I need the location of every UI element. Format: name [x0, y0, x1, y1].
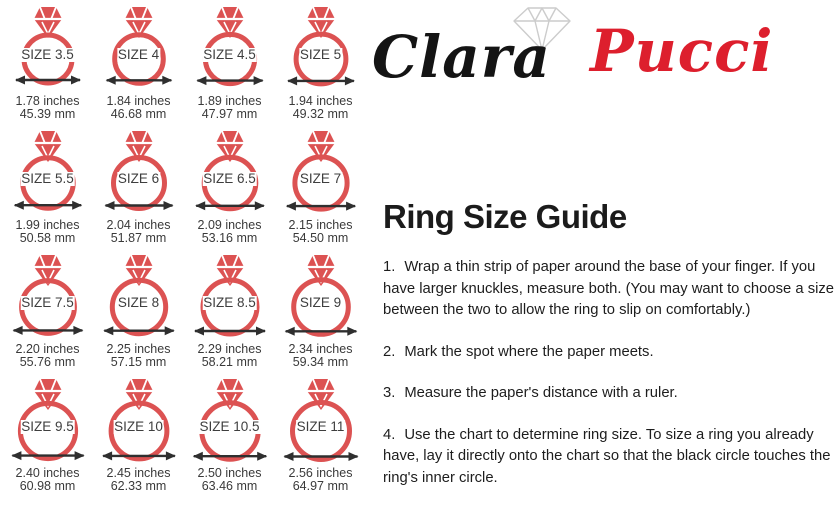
- ring-diameter-mm: 64.97 mm: [292, 478, 349, 493]
- step-number: 2.: [383, 343, 396, 360]
- ring-size-label: SIZE 8.5: [203, 295, 256, 310]
- ring-size-chart: [2, 5, 368, 501]
- ring-measurements: [289, 95, 353, 120]
- ring-illustration: [8, 5, 88, 91]
- ring-diameter-inches: 1.89 inches: [197, 94, 262, 108]
- ring-diameter-mm: 47.97 mm: [201, 106, 258, 121]
- ring-size-cell: [184, 253, 275, 377]
- ring-size-label: SIZE 5: [299, 47, 342, 62]
- ring-size-cell: [184, 129, 275, 253]
- ring-diameter-mm: 57.15 mm: [110, 354, 167, 369]
- ring-illustration: [8, 129, 88, 215]
- ring-illustration: [99, 253, 179, 339]
- ring-size-label: SIZE 6.5: [203, 171, 256, 186]
- ring-diameter-mm: 62.33 mm: [110, 478, 167, 493]
- ring-diameter-inches: 2.15 inches: [288, 218, 353, 232]
- ring-size-cell: [2, 129, 93, 253]
- ring-illustration: [190, 129, 270, 215]
- ring-diameter-mm: 50.58 mm: [19, 230, 76, 245]
- ring-size-cell: [275, 5, 366, 129]
- ring-measurements: [198, 467, 262, 492]
- ring-size-cell: [93, 253, 184, 377]
- ring-diameter-inches: 2.45 inches: [106, 466, 171, 480]
- instruction-step-2: [383, 342, 839, 364]
- ring-size-cell: [93, 129, 184, 253]
- step-number: 4.: [383, 426, 396, 443]
- ring-measurements: [198, 219, 262, 244]
- brand-name-clara: Clara: [372, 23, 551, 91]
- ring-diameter-inches: 2.25 inches: [106, 342, 171, 356]
- ring-size-label: SIZE 9.5: [21, 419, 74, 434]
- ring-measurements: [289, 219, 353, 244]
- ring-size-cell: [93, 5, 184, 129]
- ring-illustration: [281, 129, 361, 215]
- ring-measurements: [198, 95, 262, 120]
- ring-diameter-mm: 46.68 mm: [110, 106, 167, 121]
- ring-diameter-mm: 60.98 mm: [19, 478, 76, 493]
- ring-size-label: SIZE 10.5: [199, 419, 260, 434]
- ring-size-cell: [275, 253, 366, 377]
- step-number: 1.: [383, 259, 396, 275]
- ring-measurements: [289, 467, 353, 492]
- ring-size-label: SIZE 7.5: [21, 295, 74, 310]
- ring-size-label: SIZE 7: [299, 171, 342, 186]
- ring-illustration: [8, 253, 88, 339]
- step-text: Use the chart to determine ring size. To size a ring you already have, lay it directly onto the chart so that the black circle touches the ring's inner circle.: [383, 426, 831, 486]
- ring-size-label: SIZE 9: [299, 295, 342, 310]
- ring-diameter-inches: 1.78 inches: [15, 94, 80, 108]
- ring-size-cell: [184, 5, 275, 129]
- ring-illustration: [99, 129, 179, 215]
- ring-size-label: SIZE 10: [114, 419, 163, 434]
- ring-diameter-inches: 1.84 inches: [106, 94, 171, 108]
- ring-measurements: [198, 343, 262, 368]
- ring-measurements: [16, 467, 80, 492]
- ring-diameter-inches: 2.04 inches: [106, 218, 171, 232]
- ring-size-label: SIZE 6: [117, 171, 160, 186]
- ring-size-label: SIZE 5.5: [21, 171, 74, 186]
- ring-illustration: [281, 253, 361, 339]
- ring-diameter-mm: 49.32 mm: [292, 106, 349, 121]
- ring-size-cell: [93, 377, 184, 501]
- ring-size-cell: [2, 253, 93, 377]
- ring-measurements: [289, 343, 353, 368]
- ring-diameter-inches: 2.29 inches: [197, 342, 262, 356]
- ring-diameter-mm: 55.76 mm: [19, 354, 76, 369]
- ring-size-label: SIZE 11: [296, 419, 345, 434]
- ring-measurements: [16, 95, 80, 120]
- ring-measurements: [107, 467, 171, 492]
- ring-size-label: SIZE 3.5: [21, 47, 74, 62]
- ring-size-label: SIZE 8: [117, 295, 160, 310]
- ring-size-label: SIZE 4.5: [203, 47, 256, 62]
- ring-size-cell: [2, 377, 93, 501]
- ring-illustration: [8, 377, 88, 463]
- ring-measurements: [16, 343, 80, 368]
- ring-diameter-inches: 1.94 inches: [288, 94, 353, 108]
- instructions-section: [383, 197, 839, 509]
- ring-illustration: [281, 377, 361, 463]
- ring-illustration: [99, 377, 179, 463]
- instruction-step-4: [383, 425, 839, 490]
- page-title: Ring Size Guide: [383, 198, 627, 235]
- brand-logo: [372, 4, 802, 100]
- ring-diameter-inches: 2.56 inches: [288, 466, 353, 480]
- ring-diameter-mm: 63.46 mm: [201, 478, 258, 493]
- ring-illustration: [99, 5, 179, 91]
- brand-name-pucci: Pucci: [590, 17, 774, 85]
- ring-measurements: [16, 219, 80, 244]
- ring-size-cell: [275, 377, 366, 501]
- step-text: Mark the spot where the paper meets.: [404, 343, 654, 360]
- ring-size-cell: [184, 377, 275, 501]
- ring-illustration: [190, 253, 270, 339]
- ring-diameter-mm: 51.87 mm: [110, 230, 167, 245]
- ring-diameter-inches: 2.34 inches: [288, 342, 353, 356]
- step-number: 3.: [383, 385, 396, 401]
- ring-diameter-inches: 2.09 inches: [197, 218, 262, 232]
- ring-diameter-mm: 58.21 mm: [201, 354, 258, 369]
- ring-diameter-mm: 59.34 mm: [292, 354, 349, 369]
- ring-measurements: [107, 95, 171, 120]
- ring-illustration: [190, 5, 270, 91]
- ring-size-cell: [275, 129, 366, 253]
- instruction-step-1: [383, 257, 839, 322]
- ring-diameter-mm: 54.50 mm: [292, 230, 349, 245]
- ring-measurements: [107, 219, 171, 244]
- ring-illustration: [190, 377, 270, 463]
- ring-diameter-inches: 2.50 inches: [197, 466, 262, 480]
- step-text: Measure the paper's distance with a ruler.: [404, 385, 678, 401]
- ring-diameter-inches: 1.99 inches: [15, 218, 80, 232]
- ring-size-cell: [2, 5, 93, 129]
- ring-diameter-mm: 53.16 mm: [201, 230, 258, 245]
- instruction-step-3: [383, 383, 839, 405]
- ring-illustration: [281, 5, 361, 91]
- ring-diameter-inches: 2.40 inches: [15, 466, 80, 480]
- ring-diameter-inches: 2.20 inches: [15, 342, 80, 356]
- ring-measurements: [107, 343, 171, 368]
- step-text: Wrap a thin strip of paper around the base of your finger. If you have larger knuckles, measure both. (You may want to choose a size between the two to allow the ring to slip on comfortably.): [383, 259, 835, 318]
- ring-size-label: SIZE 4: [117, 47, 160, 62]
- ring-diameter-mm: 45.39 mm: [19, 106, 76, 121]
